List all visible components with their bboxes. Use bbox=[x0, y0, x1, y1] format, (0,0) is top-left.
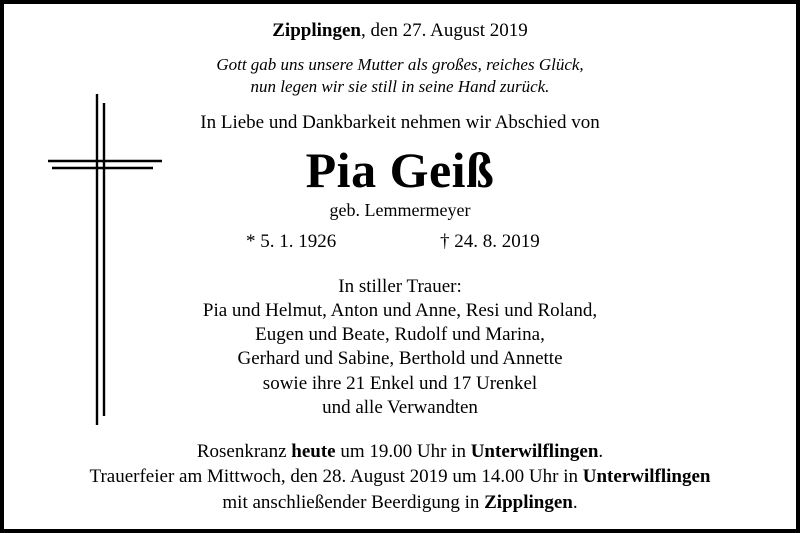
service-text: Trauerfeier am Mittwoch, den 28. August 2019 um 14.00 Uhr in bbox=[89, 466, 583, 487]
service-bold: heute bbox=[291, 441, 336, 462]
service-text: mit anschließender Beerdigung in bbox=[222, 492, 485, 513]
service-rosary bbox=[0, 441, 800, 463]
service-text: Rosenkranz bbox=[196, 441, 292, 462]
service-bold: Unterwilflingen bbox=[582, 466, 711, 487]
intro-text: In Liebe und Dankbarkeit nehmen wir Abschied von bbox=[200, 112, 600, 133]
birth-name: geb. Lemmermeyer bbox=[329, 200, 471, 220]
service-text: . bbox=[598, 441, 604, 462]
place-city: Zipplingen bbox=[272, 20, 361, 41]
service-bold: Unterwilflingen bbox=[470, 441, 599, 462]
mourners-line: und alle Verwandten bbox=[322, 397, 478, 418]
service-burial bbox=[0, 492, 800, 514]
mourners-line: sowie ihre 21 Enkel und 17 Urenkel bbox=[262, 373, 538, 394]
death-date: † 24. 8. 2019 bbox=[440, 231, 540, 252]
service-text: . bbox=[572, 492, 578, 513]
place-date bbox=[0, 20, 800, 42]
birth-date: * 5. 1. 1926 bbox=[246, 231, 337, 252]
quote-line-1: Gott gab uns unsere Mutter als großes, reiches Glück, bbox=[216, 55, 584, 74]
service-text: um 19.00 Uhr in bbox=[335, 441, 471, 462]
mourners-line: Gerhard und Sabine, Berthold und Annette bbox=[237, 348, 563, 369]
deceased-name: Pia Geiß bbox=[305, 142, 495, 198]
service-funeral bbox=[0, 466, 800, 488]
service-bold: Zipplingen bbox=[484, 492, 573, 513]
quote-line-2: nun legen wir sie still in seine Hand zurück. bbox=[250, 77, 550, 96]
mourners-line: Pia und Helmut, Anton und Anne, Resi und Roland, bbox=[202, 300, 598, 321]
place-date-text: , den 27. August 2019 bbox=[360, 20, 528, 41]
mourners-heading: In stiller Trauer: bbox=[338, 276, 462, 297]
mourners-line: Eugen und Beate, Rudolf und Marina, bbox=[255, 324, 545, 345]
